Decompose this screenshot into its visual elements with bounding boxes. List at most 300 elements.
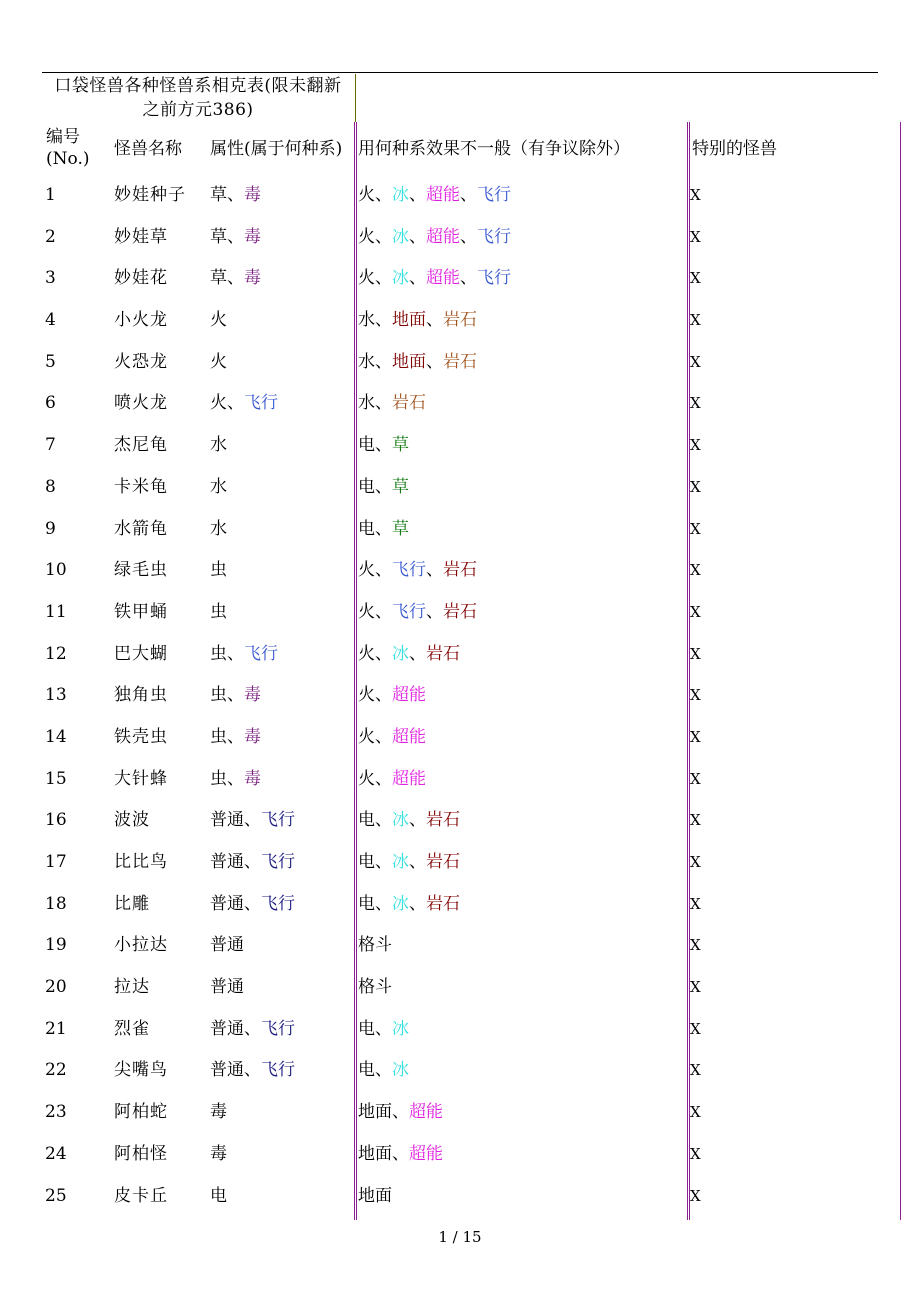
cell-type bbox=[210, 300, 227, 342]
cell-special: X bbox=[690, 853, 701, 871]
cell-name: 杰尼龟 bbox=[114, 435, 168, 456]
table-row bbox=[0, 175, 920, 217]
weakness-label: 岩石 bbox=[443, 601, 477, 622]
cell-special: X bbox=[690, 394, 701, 413]
weakness-label: 岩石 bbox=[426, 643, 460, 664]
list-separator: 、 bbox=[392, 1143, 409, 1164]
list-separator: 、 bbox=[375, 768, 392, 789]
cell-number: 8 bbox=[45, 476, 56, 497]
cell-weakness bbox=[358, 1134, 443, 1176]
list-separator: 、 bbox=[409, 226, 426, 247]
cell-number: 17 bbox=[45, 852, 67, 872]
cell-special: X bbox=[690, 936, 701, 955]
cell-number: 19 bbox=[45, 935, 67, 956]
cell-type bbox=[210, 800, 295, 842]
weakness-label: 冰 bbox=[392, 226, 409, 247]
header-number-line-2: (No.) bbox=[46, 149, 90, 169]
cell-weakness bbox=[358, 884, 460, 926]
type-label: 毒 bbox=[244, 268, 261, 289]
cell-weakness bbox=[358, 467, 409, 509]
cell-weakness bbox=[358, 675, 426, 717]
list-separator: 、 bbox=[244, 1060, 261, 1081]
cell-type bbox=[210, 842, 295, 884]
cell-number: 5 bbox=[45, 351, 56, 372]
header-weakness: 用何种系效果不一般（有争议除外） bbox=[358, 139, 630, 159]
list-separator: 、 bbox=[409, 893, 426, 914]
cell-special: X bbox=[690, 727, 701, 746]
type-label: 虫 bbox=[210, 726, 227, 747]
weakness-label: 地面 bbox=[358, 1185, 392, 1206]
cell-weakness bbox=[358, 1009, 409, 1051]
cell-type bbox=[210, 884, 295, 926]
weakness-label: 地面 bbox=[392, 351, 426, 372]
list-separator: 、 bbox=[375, 726, 392, 747]
cell-special: X bbox=[690, 644, 701, 663]
list-separator: 、 bbox=[375, 1018, 392, 1039]
type-label: 毒 bbox=[244, 768, 261, 789]
type-label: 普通 bbox=[210, 810, 244, 831]
table-row bbox=[0, 217, 920, 259]
cell-type bbox=[210, 675, 261, 717]
cell-special: X bbox=[690, 602, 701, 621]
weakness-label: 飞行 bbox=[392, 601, 426, 622]
type-label: 火 bbox=[210, 310, 227, 331]
type-label: 虫 bbox=[210, 601, 227, 622]
list-separator: 、 bbox=[227, 185, 244, 205]
table-row bbox=[0, 925, 920, 967]
cell-number: 11 bbox=[45, 601, 67, 622]
weakness-label: 地面 bbox=[358, 1102, 392, 1123]
type-label: 飞行 bbox=[261, 893, 295, 914]
cell-name: 皮卡丘 bbox=[114, 1185, 168, 1206]
table-row bbox=[0, 1092, 920, 1134]
cell-number: 12 bbox=[45, 643, 67, 664]
weakness-label: 火 bbox=[358, 268, 375, 289]
list-separator: 、 bbox=[375, 810, 392, 831]
table-row bbox=[0, 258, 920, 300]
weakness-label: 冰 bbox=[392, 893, 409, 914]
type-label: 水 bbox=[210, 518, 227, 539]
cell-type bbox=[210, 1009, 295, 1051]
weakness-label: 岩石 bbox=[426, 810, 460, 831]
header-number-line-1: 编号 bbox=[46, 127, 80, 147]
cell-name: 小拉达 bbox=[114, 935, 168, 956]
table-row bbox=[0, 967, 920, 1009]
type-label: 虫 bbox=[210, 768, 227, 789]
table-row bbox=[0, 467, 920, 509]
weakness-label: 水 bbox=[358, 351, 375, 372]
list-separator: 、 bbox=[227, 768, 244, 789]
cell-name: 独角虫 bbox=[114, 685, 168, 706]
table-row bbox=[0, 300, 920, 342]
type-label: 飞行 bbox=[261, 1060, 295, 1081]
table-row bbox=[0, 759, 920, 801]
cell-type bbox=[210, 258, 261, 300]
list-separator: 、 bbox=[375, 226, 392, 247]
cell-special: X bbox=[690, 519, 701, 538]
weakness-label: 超能 bbox=[426, 185, 460, 205]
weakness-label: 飞行 bbox=[477, 268, 511, 289]
weakness-label: 水 bbox=[358, 393, 375, 414]
cell-name: 比比鸟 bbox=[114, 852, 168, 872]
weakness-label: 岩石 bbox=[443, 560, 477, 581]
cell-name: 阿柏蛇 bbox=[114, 1102, 168, 1123]
table-row bbox=[0, 800, 920, 842]
list-separator: 、 bbox=[375, 560, 392, 581]
type-label: 草 bbox=[210, 185, 227, 205]
type-label: 飞行 bbox=[261, 810, 295, 831]
cell-special: X bbox=[690, 978, 701, 997]
cell-number: 2 bbox=[45, 226, 56, 247]
cell-special: X bbox=[690, 477, 701, 496]
cell-name: 卡米龟 bbox=[114, 476, 168, 497]
cell-number: 14 bbox=[45, 726, 67, 747]
table-row bbox=[0, 383, 920, 425]
cell-number: 6 bbox=[45, 393, 56, 414]
header-special: 特别的怪兽 bbox=[692, 139, 777, 159]
cell-number: 20 bbox=[45, 977, 67, 998]
cell-name: 绿毛虫 bbox=[114, 560, 168, 581]
weakness-label: 电 bbox=[358, 852, 375, 872]
list-separator: 、 bbox=[375, 518, 392, 539]
cell-name: 波波 bbox=[114, 810, 150, 831]
cell-weakness bbox=[358, 217, 511, 259]
weakness-label: 飞行 bbox=[392, 560, 426, 581]
list-separator: 、 bbox=[375, 310, 392, 331]
cell-weakness bbox=[358, 383, 426, 425]
cell-name: 大针蜂 bbox=[114, 768, 168, 789]
cell-special: X bbox=[690, 686, 701, 705]
page-number: 1 / 15 bbox=[438, 1228, 482, 1246]
cell-special: X bbox=[690, 894, 701, 913]
weakness-label: 超能 bbox=[409, 1102, 443, 1123]
cell-name: 烈雀 bbox=[114, 1018, 150, 1039]
type-label: 虫 bbox=[210, 685, 227, 706]
cell-type bbox=[210, 383, 278, 425]
list-separator: 、 bbox=[460, 226, 477, 247]
cell-number: 24 bbox=[45, 1143, 67, 1164]
table-row bbox=[0, 634, 920, 676]
weakness-label: 超能 bbox=[392, 768, 426, 789]
cell-type bbox=[210, 592, 227, 634]
cell-special: X bbox=[690, 1103, 701, 1122]
cell-type bbox=[210, 425, 227, 467]
list-separator: 、 bbox=[426, 310, 443, 331]
cell-type bbox=[210, 509, 227, 551]
type-label: 火 bbox=[210, 351, 227, 372]
table-body bbox=[0, 175, 920, 1217]
weakness-label: 冰 bbox=[392, 185, 409, 205]
table-row bbox=[0, 1009, 920, 1051]
weakness-label: 电 bbox=[358, 476, 375, 497]
cell-number: 16 bbox=[45, 810, 67, 831]
list-separator: 、 bbox=[426, 601, 443, 622]
table-row bbox=[0, 425, 920, 467]
header-name: 怪兽名称 bbox=[114, 139, 182, 159]
weakness-label: 超能 bbox=[426, 226, 460, 247]
weakness-label: 火 bbox=[358, 185, 375, 205]
weakness-label: 火 bbox=[358, 643, 375, 664]
list-separator: 、 bbox=[375, 476, 392, 497]
cell-special: X bbox=[690, 352, 701, 371]
type-label: 火 bbox=[210, 393, 227, 414]
cell-name: 喷火龙 bbox=[114, 393, 168, 414]
cell-weakness bbox=[358, 509, 409, 551]
cell-number: 21 bbox=[45, 1018, 67, 1039]
list-separator: 、 bbox=[227, 685, 244, 706]
cell-number: 13 bbox=[45, 685, 67, 706]
weakness-label: 地面 bbox=[358, 1143, 392, 1164]
list-separator: 、 bbox=[409, 185, 426, 205]
table-row bbox=[0, 592, 920, 634]
table-row bbox=[0, 509, 920, 551]
cell-special: X bbox=[690, 561, 701, 580]
table-row bbox=[0, 842, 920, 884]
type-label: 毒 bbox=[244, 726, 261, 747]
cell-name: 妙娃草 bbox=[114, 226, 168, 247]
cell-weakness bbox=[358, 258, 511, 300]
weakness-label: 冰 bbox=[392, 852, 409, 872]
cell-name: 妙娃花 bbox=[114, 268, 168, 289]
list-separator: 、 bbox=[426, 560, 443, 581]
cell-number: 25 bbox=[45, 1185, 67, 1206]
title-line-2: 之前方元386) bbox=[142, 100, 254, 120]
cell-number: 3 bbox=[45, 268, 56, 289]
cell-weakness bbox=[358, 300, 477, 342]
weakness-label: 超能 bbox=[392, 726, 426, 747]
type-label: 虫 bbox=[210, 643, 227, 664]
weakness-label: 冰 bbox=[392, 268, 409, 289]
list-separator: 、 bbox=[460, 268, 477, 289]
list-separator: 、 bbox=[244, 810, 261, 831]
cell-type bbox=[210, 1176, 227, 1218]
cell-type bbox=[210, 1050, 295, 1092]
type-label: 普通 bbox=[210, 935, 244, 956]
type-label: 普通 bbox=[210, 977, 244, 998]
list-separator: 、 bbox=[409, 268, 426, 289]
cell-special: X bbox=[690, 769, 701, 788]
cell-name: 水箭龟 bbox=[114, 518, 168, 539]
cell-weakness bbox=[358, 800, 460, 842]
type-label: 普通 bbox=[210, 893, 244, 914]
cell-special: X bbox=[690, 811, 701, 830]
cell-weakness bbox=[358, 717, 426, 759]
weakness-label: 火 bbox=[358, 685, 375, 706]
cell-weakness bbox=[358, 1176, 392, 1218]
type-label: 毒 bbox=[210, 1102, 227, 1123]
type-label: 水 bbox=[210, 435, 227, 456]
weakness-label: 水 bbox=[358, 310, 375, 331]
weakness-label: 冰 bbox=[392, 1018, 409, 1039]
cell-number: 23 bbox=[45, 1102, 67, 1123]
cell-type bbox=[210, 550, 227, 592]
cell-type bbox=[210, 467, 227, 509]
weakness-label: 草 bbox=[392, 518, 409, 539]
list-separator: 、 bbox=[227, 393, 244, 414]
cell-weakness bbox=[358, 1092, 443, 1134]
cell-weakness bbox=[358, 842, 460, 884]
type-label: 电 bbox=[210, 1185, 227, 1206]
cell-name: 铁壳虫 bbox=[114, 726, 168, 747]
list-separator: 、 bbox=[460, 185, 477, 205]
cell-type bbox=[210, 175, 261, 217]
cell-special: X bbox=[690, 311, 701, 330]
title-line-1: 口袋怪兽各种怪兽系相克表(限未翻新 bbox=[54, 76, 342, 96]
header-number bbox=[46, 126, 112, 172]
title-cell-border bbox=[355, 74, 356, 122]
type-label: 飞行 bbox=[261, 1018, 295, 1039]
table-top-rule bbox=[42, 72, 878, 73]
table-row bbox=[0, 884, 920, 926]
weakness-label: 飞行 bbox=[477, 226, 511, 247]
type-label: 草 bbox=[210, 226, 227, 247]
list-separator: 、 bbox=[375, 435, 392, 456]
list-separator: 、 bbox=[375, 393, 392, 414]
weakness-label: 火 bbox=[358, 601, 375, 622]
list-separator: 、 bbox=[409, 810, 426, 831]
list-separator: 、 bbox=[375, 893, 392, 914]
cell-special: X bbox=[690, 1019, 701, 1038]
list-separator: 、 bbox=[426, 351, 443, 372]
table-title bbox=[42, 74, 354, 122]
weakness-label: 超能 bbox=[409, 1143, 443, 1164]
cell-number: 15 bbox=[45, 768, 67, 789]
type-label: 水 bbox=[210, 476, 227, 497]
cell-weakness bbox=[358, 759, 426, 801]
weakness-label: 火 bbox=[358, 726, 375, 747]
list-separator: 、 bbox=[375, 185, 392, 205]
weakness-label: 飞行 bbox=[477, 185, 511, 205]
weakness-label: 超能 bbox=[392, 685, 426, 706]
list-separator: 、 bbox=[375, 685, 392, 706]
cell-weakness bbox=[358, 925, 392, 967]
weakness-label: 冰 bbox=[392, 1060, 409, 1081]
list-separator: 、 bbox=[244, 893, 261, 914]
weakness-label: 岩石 bbox=[443, 310, 477, 331]
type-label: 飞行 bbox=[244, 643, 278, 664]
cell-name: 火恐龙 bbox=[114, 351, 168, 372]
table-row bbox=[0, 675, 920, 717]
cell-number: 10 bbox=[45, 560, 67, 581]
cell-name: 比雕 bbox=[114, 893, 150, 914]
cell-number: 18 bbox=[45, 893, 67, 914]
weakness-label: 电 bbox=[358, 435, 375, 456]
cell-weakness bbox=[358, 550, 477, 592]
weakness-label: 电 bbox=[358, 810, 375, 831]
cell-name: 妙娃种子 bbox=[114, 185, 186, 205]
weakness-label: 电 bbox=[358, 1060, 375, 1081]
type-label: 普通 bbox=[210, 1060, 244, 1081]
cell-special: X bbox=[690, 436, 701, 455]
table-row bbox=[0, 717, 920, 759]
cell-special: X bbox=[690, 227, 701, 246]
list-separator: 、 bbox=[375, 351, 392, 372]
weakness-label: 地面 bbox=[392, 310, 426, 331]
table-row bbox=[0, 1134, 920, 1176]
list-separator: 、 bbox=[227, 643, 244, 664]
weakness-label: 电 bbox=[358, 1018, 375, 1039]
weakness-label: 岩石 bbox=[426, 852, 460, 872]
weakness-label: 超能 bbox=[426, 268, 460, 289]
weakness-label: 岩石 bbox=[443, 351, 477, 372]
type-label: 普通 bbox=[210, 1018, 244, 1039]
list-separator: 、 bbox=[227, 726, 244, 747]
cell-special: X bbox=[690, 1186, 701, 1205]
weakness-label: 电 bbox=[358, 893, 375, 914]
cell-weakness bbox=[358, 425, 409, 467]
weakness-label: 岩石 bbox=[392, 393, 426, 414]
weakness-label: 火 bbox=[358, 226, 375, 247]
cell-special: X bbox=[690, 186, 701, 204]
list-separator: 、 bbox=[375, 852, 392, 872]
cell-type bbox=[210, 967, 244, 1009]
cell-weakness bbox=[358, 634, 460, 676]
list-separator: 、 bbox=[375, 643, 392, 664]
cell-weakness bbox=[358, 592, 477, 634]
cell-type bbox=[210, 925, 244, 967]
table-row bbox=[0, 342, 920, 384]
cell-special: X bbox=[690, 1061, 701, 1080]
cell-number: 22 bbox=[45, 1060, 67, 1081]
list-separator: 、 bbox=[244, 852, 261, 872]
cell-type bbox=[210, 717, 261, 759]
cell-number: 1 bbox=[45, 185, 56, 205]
cell-special: X bbox=[690, 1144, 701, 1163]
list-separator: 、 bbox=[409, 852, 426, 872]
type-label: 飞行 bbox=[261, 852, 295, 872]
cell-weakness bbox=[358, 1050, 409, 1092]
list-separator: 、 bbox=[375, 601, 392, 622]
table-row bbox=[0, 1176, 920, 1218]
cell-type bbox=[210, 759, 261, 801]
cell-weakness bbox=[358, 175, 511, 217]
type-label: 毒 bbox=[244, 685, 261, 706]
weakness-label: 火 bbox=[358, 768, 375, 789]
cell-number: 9 bbox=[45, 518, 56, 539]
table-row bbox=[0, 1050, 920, 1092]
list-separator: 、 bbox=[409, 643, 426, 664]
cell-special: X bbox=[690, 269, 701, 288]
type-label: 虫 bbox=[210, 560, 227, 581]
cell-name: 巴大蝴 bbox=[114, 643, 168, 664]
header-type: 属性(属于何种系) bbox=[210, 139, 343, 159]
cell-name: 阿柏怪 bbox=[114, 1143, 168, 1164]
cell-name: 铁甲蛹 bbox=[114, 601, 168, 622]
cell-number: 7 bbox=[45, 435, 56, 456]
cell-name: 尖嘴鸟 bbox=[114, 1060, 168, 1081]
type-label: 毒 bbox=[244, 226, 261, 247]
weakness-label: 岩石 bbox=[426, 893, 460, 914]
cell-type bbox=[210, 217, 261, 259]
cell-name: 拉达 bbox=[114, 977, 150, 998]
list-separator: 、 bbox=[392, 1102, 409, 1123]
type-label: 普通 bbox=[210, 852, 244, 872]
list-separator: 、 bbox=[227, 268, 244, 289]
cell-type bbox=[210, 634, 278, 676]
type-label: 草 bbox=[210, 268, 227, 289]
type-label: 毒 bbox=[210, 1143, 227, 1164]
weakness-label: 草 bbox=[392, 476, 409, 497]
table-row bbox=[0, 550, 920, 592]
weakness-label: 草 bbox=[392, 435, 409, 456]
type-label: 毒 bbox=[244, 185, 261, 205]
weakness-label: 火 bbox=[358, 560, 375, 581]
cell-type bbox=[210, 342, 227, 384]
weakness-label: 冰 bbox=[392, 643, 409, 664]
cell-name: 小火龙 bbox=[114, 310, 168, 331]
list-separator: 、 bbox=[375, 1060, 392, 1081]
list-separator: 、 bbox=[244, 1018, 261, 1039]
